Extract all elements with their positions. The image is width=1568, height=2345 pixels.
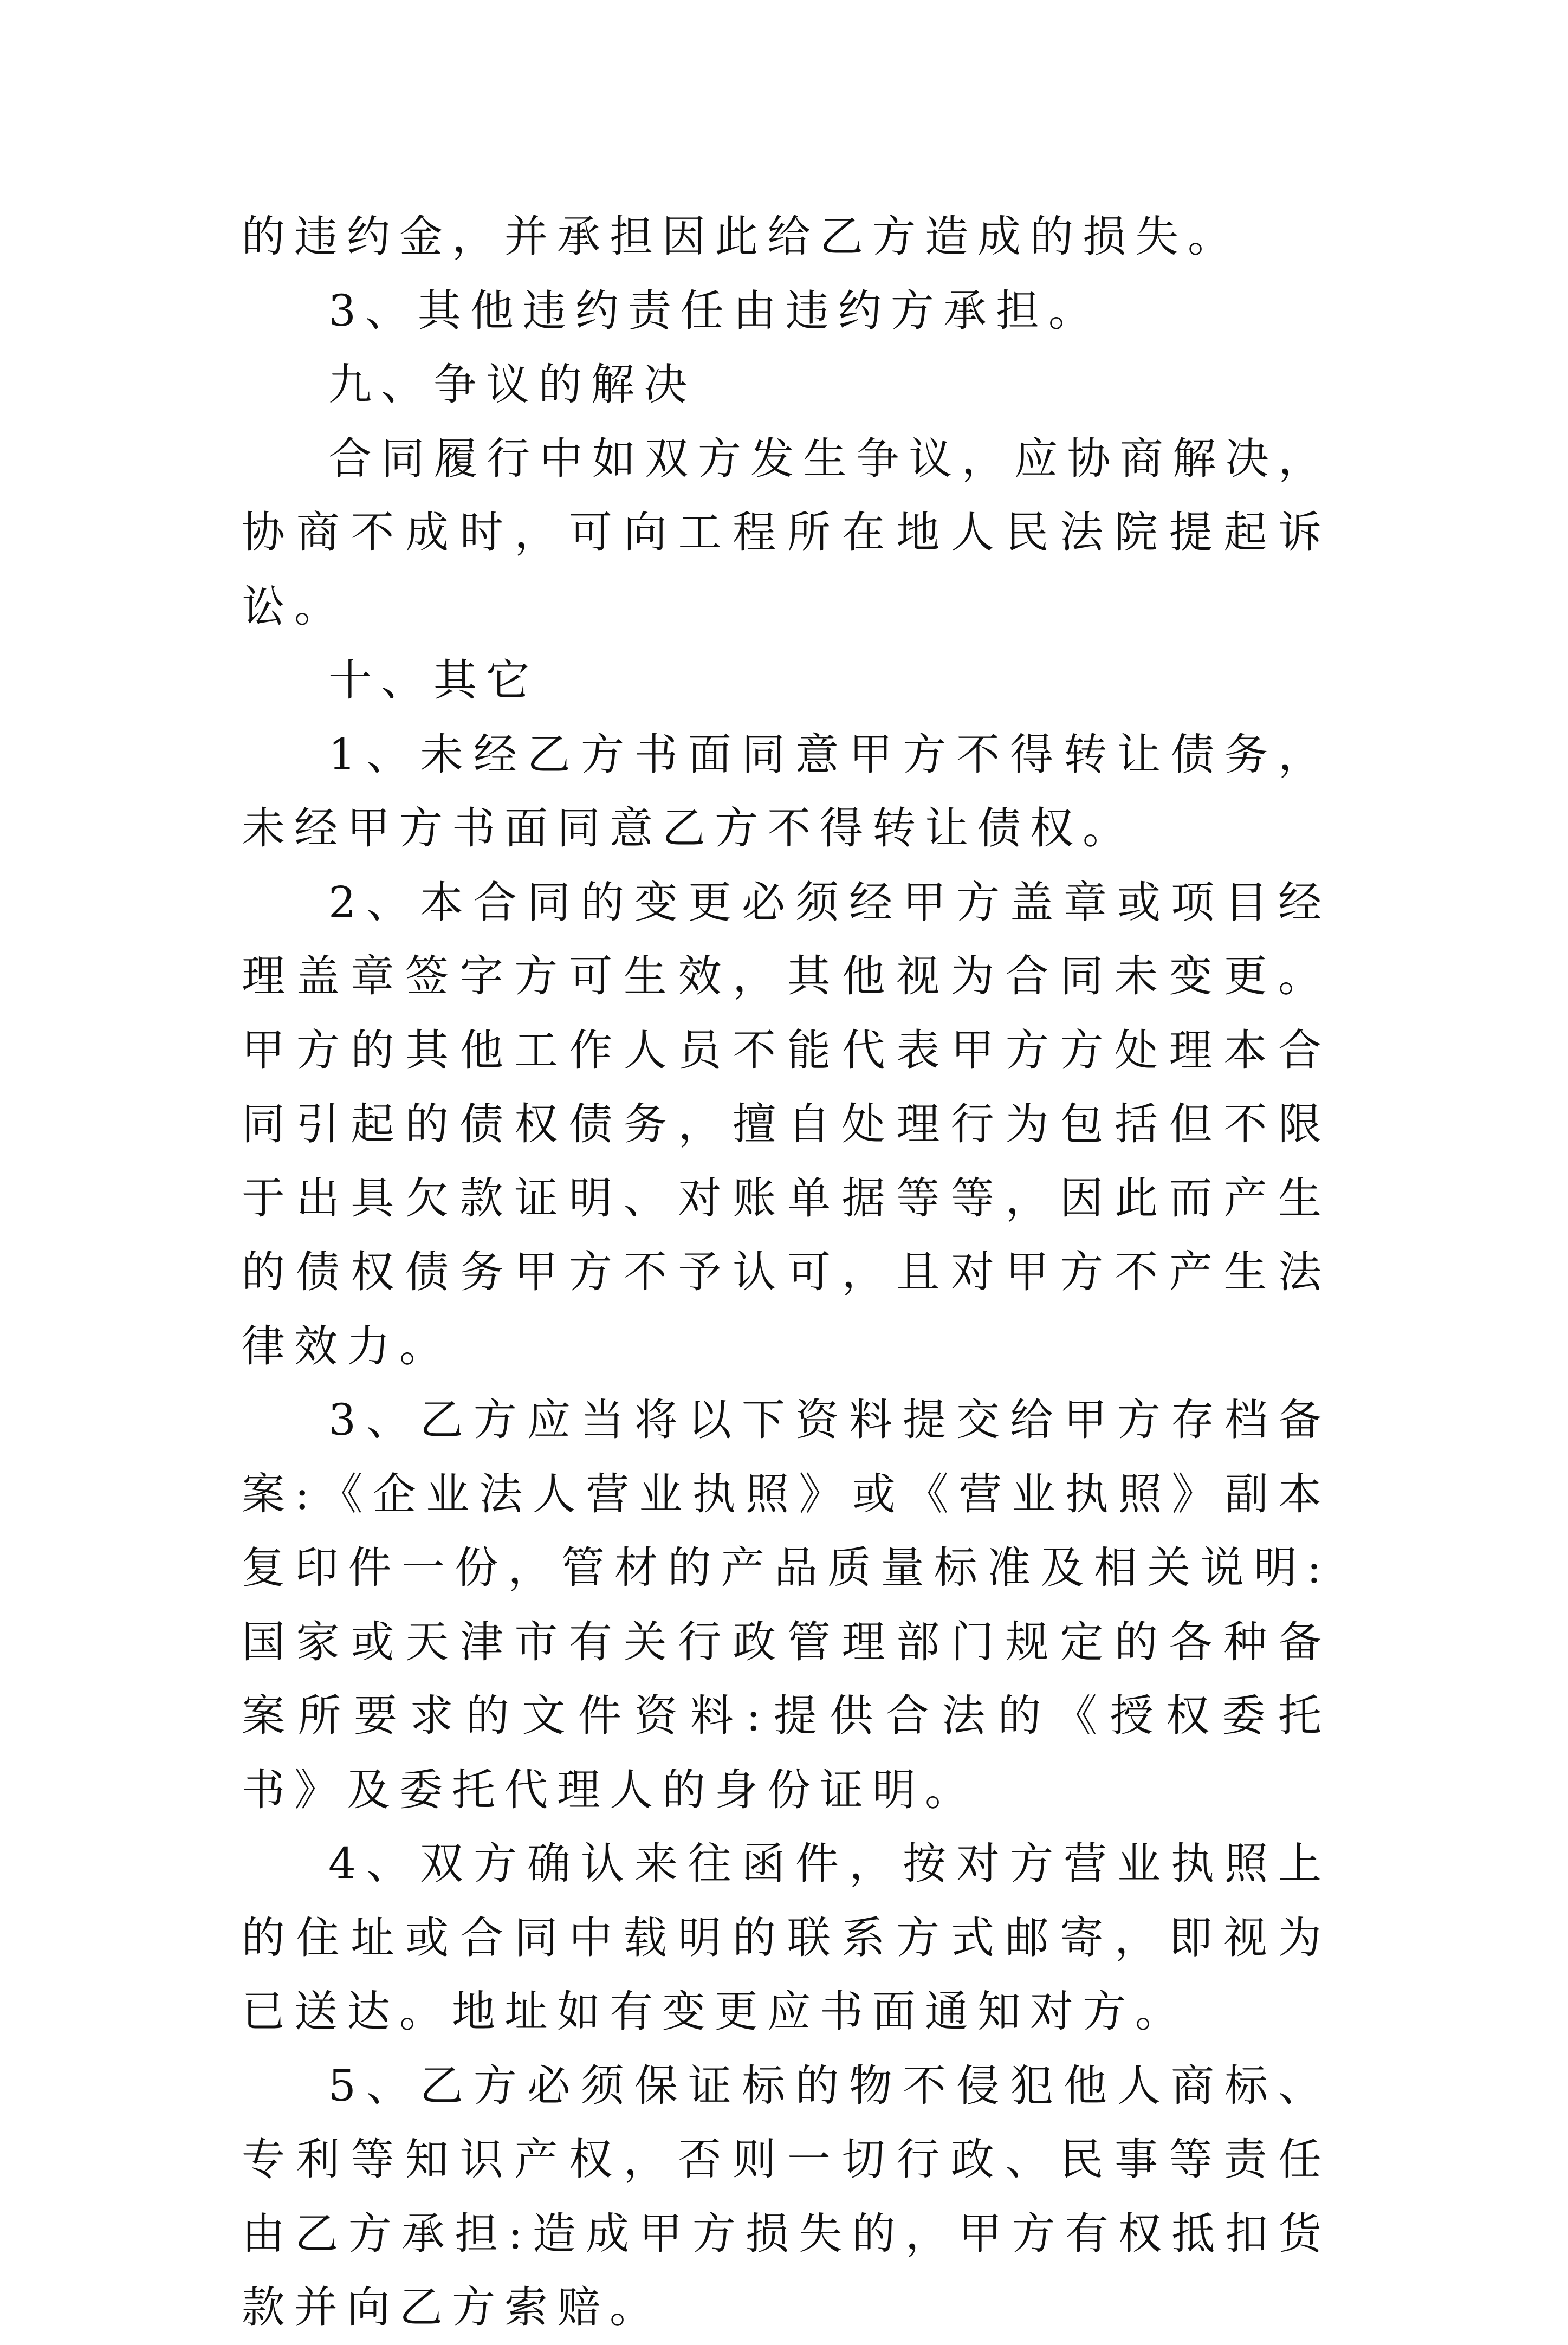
section-heading-other: 十、其它 (328, 655, 539, 705)
paragraph-clause-10-3: 3、乙方应当将以下资料提交给甲方存档备案:《企业法人营业执照》或《营业执照》副本复印件一份，管材的产品质量标准及相关说明:国家或天津市有关行政管理部门规定的各种备案所要求的文件资料:提供合法的《授权委托书》及委托代理人的身份证明。 (242, 1395, 1331, 1815)
paragraph-clause-10-4: 4、双方确认来往函件，按对方营业执照上的住址或合同中载明的联系方式邮寄，即视为已送达。地址如有变更应书面通知对方。 (242, 1838, 1331, 2037)
paragraph-clause-8-3: 3、其他违约责任由违约方承担。 (328, 285, 1101, 336)
document-body (242, 200, 1331, 2345)
paragraph-clause-10-5: 5、乙方必须保证标的物不侵犯他人商标、专利等知识产权，否则一切行政、民事等责任由乙方承担:造成甲方损失的，甲方有权抵扣货款并向乙方索赔。 (242, 2060, 1331, 2333)
paragraph-continuation: 的违约金，并承担因此给乙方造成的损失。 (242, 211, 1240, 262)
section-heading-dispute-resolution: 九、争议的解决 (328, 359, 696, 410)
paragraph-clause-10-2: 2、本合同的变更必须经甲方盖章或项目经理盖章签字方可生效，其他视为合同未变更。甲方的其他工作人员不能代表甲方方处理本合同引起的债权债务，擅自处理行为包括但不限于出具欠款证明、对账单据等等，因此而产生的债权债务甲方不予认可，且对甲方不产生法律效力。 (242, 877, 1331, 1371)
paragraph-dispute-resolution: 合同履行中如双方发生争议，应协商解决，协商不成时，可向工程所在地人民法院提起诉讼。 (242, 433, 1331, 632)
paragraph-clause-10-1: 1、未经乙方书面同意甲方不得转让债务，未经甲方书面同意乙方不得转让债权。 (242, 729, 1331, 853)
